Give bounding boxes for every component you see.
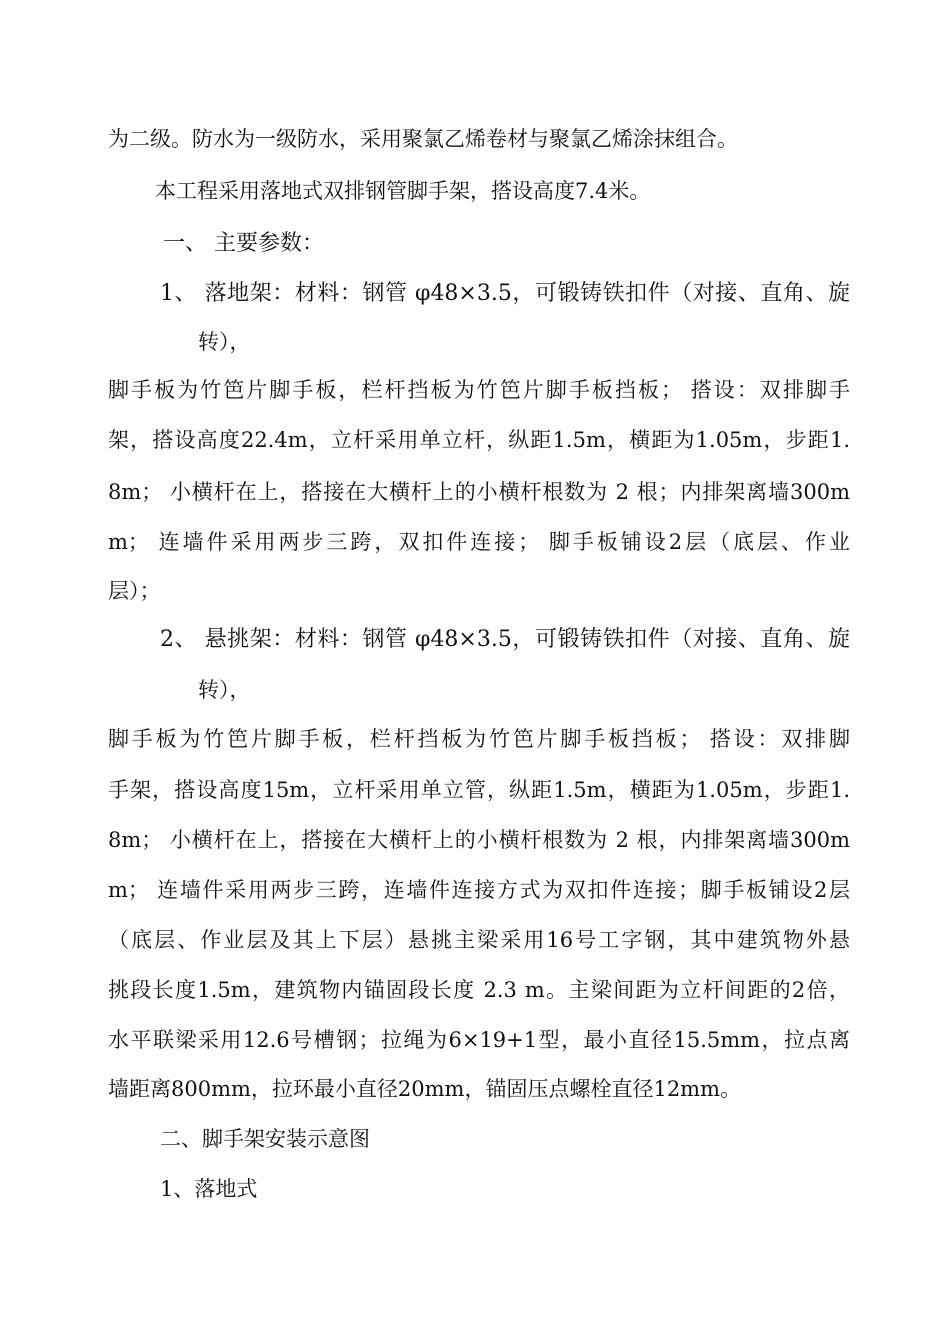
text-line: 水平联梁采用12.6号槽钢；拉绳为6×19+1型，最小直径15.5mm，拉点离 (108, 1028, 850, 1052)
text-line: 脚手板为竹笆片脚手板，栏杆挡板为竹笆片脚手板挡板； 搭设：双排脚 (108, 727, 850, 751)
text-line: 转）， (198, 678, 251, 702)
text-line: 脚手板为竹笆片脚手板，栏杆挡板为竹笆片脚手板挡板； 搭设：双排脚手 (108, 378, 850, 402)
text-line: m； 连墙件采用两步三跨，连墙件连接方式为双扣件连接；脚手板铺设2层 (108, 878, 850, 902)
text-line: 8m； 小横杆在上，搭接在大横杆上的小横杆根数为 2 根；内排架离墙300m (108, 480, 850, 504)
text-line: 手架，搭设高度15m，立杆采用单立管，纵距1.5m，横距为1.05m，步距1. (108, 778, 850, 802)
text-line: 1、 落地架：材料：钢管 φ48×3.5，可锻铸铁扣件（对接、直角、旋 (160, 281, 850, 306)
section-heading: 一、 主要参数： (163, 231, 324, 256)
text-line: 转）， (198, 330, 251, 354)
text-line: m； 连墙件采用两步三跨，双扣件连接； 脚手板铺设2层（底层、作业 (108, 530, 850, 554)
section-heading: 二、脚手架安装示意图 (160, 1127, 370, 1151)
text-line: 为二级。防水为一级防水，采用聚氯乙烯卷材与聚氯乙烯涂抹组合。 (108, 127, 738, 151)
text-line: 挑段长度1.5m，建筑物内锚固段长度 2.3 m。主梁间距为立杆间距的2倍， (108, 978, 850, 1002)
subsection-heading: 1、落地式 (160, 1177, 258, 1201)
text-line: 墙距离800mm，拉环最小直径20mm，锚固压点螺栓直径12mm。 (108, 1077, 742, 1101)
text-line: （底层、作业层及其上下层）悬挑主梁采用16号工字钢，其中建筑物外悬 (108, 928, 850, 952)
text-line: 架，搭设高度22.4m，立杆采用单立杆，纵距1.5m，横距为1.05m，步距1. (108, 428, 850, 452)
text-line: 2、 悬挑架：材料：钢管 φ48×3.5，可锻铸铁扣件（对接、直角、旋 (160, 627, 850, 652)
text-line: 8m； 小横杆在上，搭接在大横杆上的小横杆根数为 2 根，内排架离墙300m (108, 828, 850, 852)
text-line: 层）； (108, 579, 161, 603)
text-line: 本工程采用落地式双排钢管脚手架，搭设高度7.4米。 (155, 179, 651, 203)
